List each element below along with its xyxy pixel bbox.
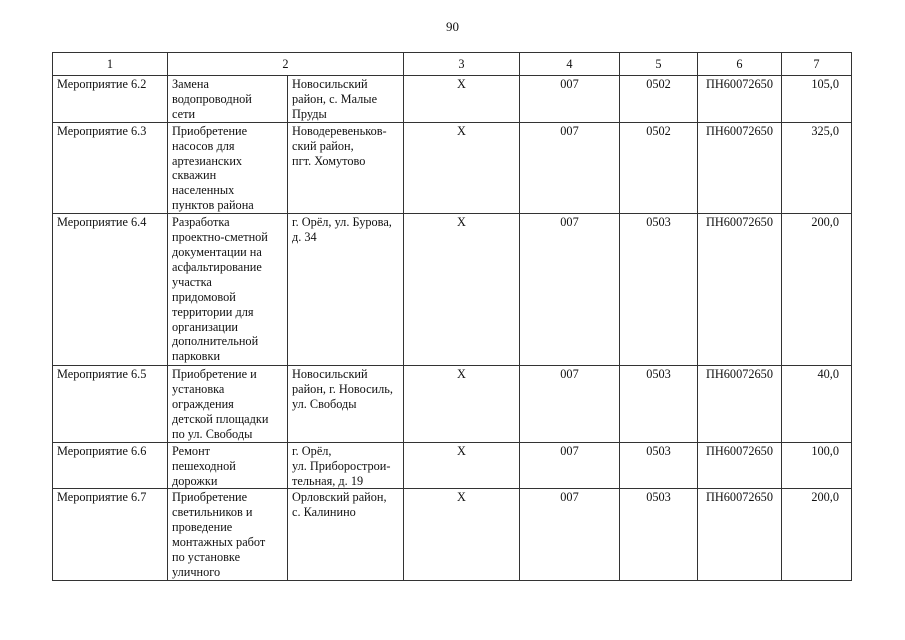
location-cell: Новосильский район, г. Новосиль, ул. Свободы <box>288 366 404 443</box>
name-cell: Приобретение насосов для артезианских скважин населенных пунктов района <box>168 122 288 213</box>
name-cell: Приобретение светильников и проведение монтажных работ по установке уличного <box>168 489 288 580</box>
event-cell: Мероприятие 6.3 <box>53 122 168 213</box>
name-cell: Замена водопроводной сети <box>168 76 288 123</box>
header-cell: 6 <box>698 53 782 76</box>
name-cell: Приобретение и установка ограждения детской площадки по ул. Свободы <box>168 366 288 443</box>
header-cell: 4 <box>520 53 620 76</box>
col4-cell: 007 <box>520 122 620 213</box>
header-cell: 3 <box>404 53 520 76</box>
col3-cell: Х <box>404 214 520 366</box>
amount-cell: 200,0 <box>782 489 852 580</box>
amount-cell: 40,0 <box>782 366 852 443</box>
col3-cell: Х <box>404 442 520 489</box>
name-cell: Ремонт пешеходной дорожки <box>168 442 288 489</box>
col6-cell: ПН60072650 <box>698 122 782 213</box>
col6-cell: ПН60072650 <box>698 366 782 443</box>
budget-table <box>52 52 852 581</box>
col5-cell: 0503 <box>620 489 698 580</box>
amount-cell: 325,0 <box>782 122 852 213</box>
table-row <box>53 489 852 580</box>
table-row <box>53 76 852 123</box>
col5-cell: 0502 <box>620 122 698 213</box>
col6-cell: ПН60072650 <box>698 214 782 366</box>
header-cell: 1 <box>53 53 168 76</box>
location-cell: г. Орёл, ул. Бурова, д. 34 <box>288 214 404 366</box>
col5-cell: 0503 <box>620 214 698 366</box>
location-cell: Орловский район, с. Калинино <box>288 489 404 580</box>
location-cell: г. Орёл, ул. Приборострои- тельная, д. 19 <box>288 442 404 489</box>
col3-cell: Х <box>404 76 520 123</box>
col6-cell: ПН60072650 <box>698 489 782 580</box>
table-row <box>53 442 852 489</box>
table-row <box>53 122 852 213</box>
col4-cell: 007 <box>520 76 620 123</box>
col4-cell: 007 <box>520 214 620 366</box>
header-cell: 2 <box>168 53 404 76</box>
col4-cell: 007 <box>520 442 620 489</box>
header-cell: 7 <box>782 53 852 76</box>
col5-cell: 0503 <box>620 366 698 443</box>
name-cell: Разработка проектно-сметной документации на асфальтирование участка придомовой территории для организации дополнительной парковки <box>168 214 288 366</box>
col3-cell: Х <box>404 122 520 213</box>
col4-cell: 007 <box>520 366 620 443</box>
location-cell: Новодеревеньков- ский район, пгт. Хомутово <box>288 122 404 213</box>
event-cell: Мероприятие 6.5 <box>53 366 168 443</box>
col4-cell: 007 <box>520 489 620 580</box>
location-cell: Новосильский район, с. Малые Пруды <box>288 76 404 123</box>
col5-cell: 0503 <box>620 442 698 489</box>
page-number: 90 <box>446 19 459 34</box>
header-cell: 5 <box>620 53 698 76</box>
event-cell: Мероприятие 6.4 <box>53 214 168 366</box>
event-cell: Мероприятие 6.2 <box>53 76 168 123</box>
amount-cell: 100,0 <box>782 442 852 489</box>
table-row <box>53 214 852 366</box>
amount-cell: 200,0 <box>782 214 852 366</box>
col3-cell: Х <box>404 489 520 580</box>
col6-cell: ПН60072650 <box>698 442 782 489</box>
event-cell: Мероприятие 6.7 <box>53 489 168 580</box>
table-header-row <box>53 53 852 76</box>
table-row <box>53 366 852 443</box>
event-cell: Мероприятие 6.6 <box>53 442 168 489</box>
amount-cell: 105,0 <box>782 76 852 123</box>
col5-cell: 0502 <box>620 76 698 123</box>
col6-cell: ПН60072650 <box>698 76 782 123</box>
col3-cell: Х <box>404 366 520 443</box>
